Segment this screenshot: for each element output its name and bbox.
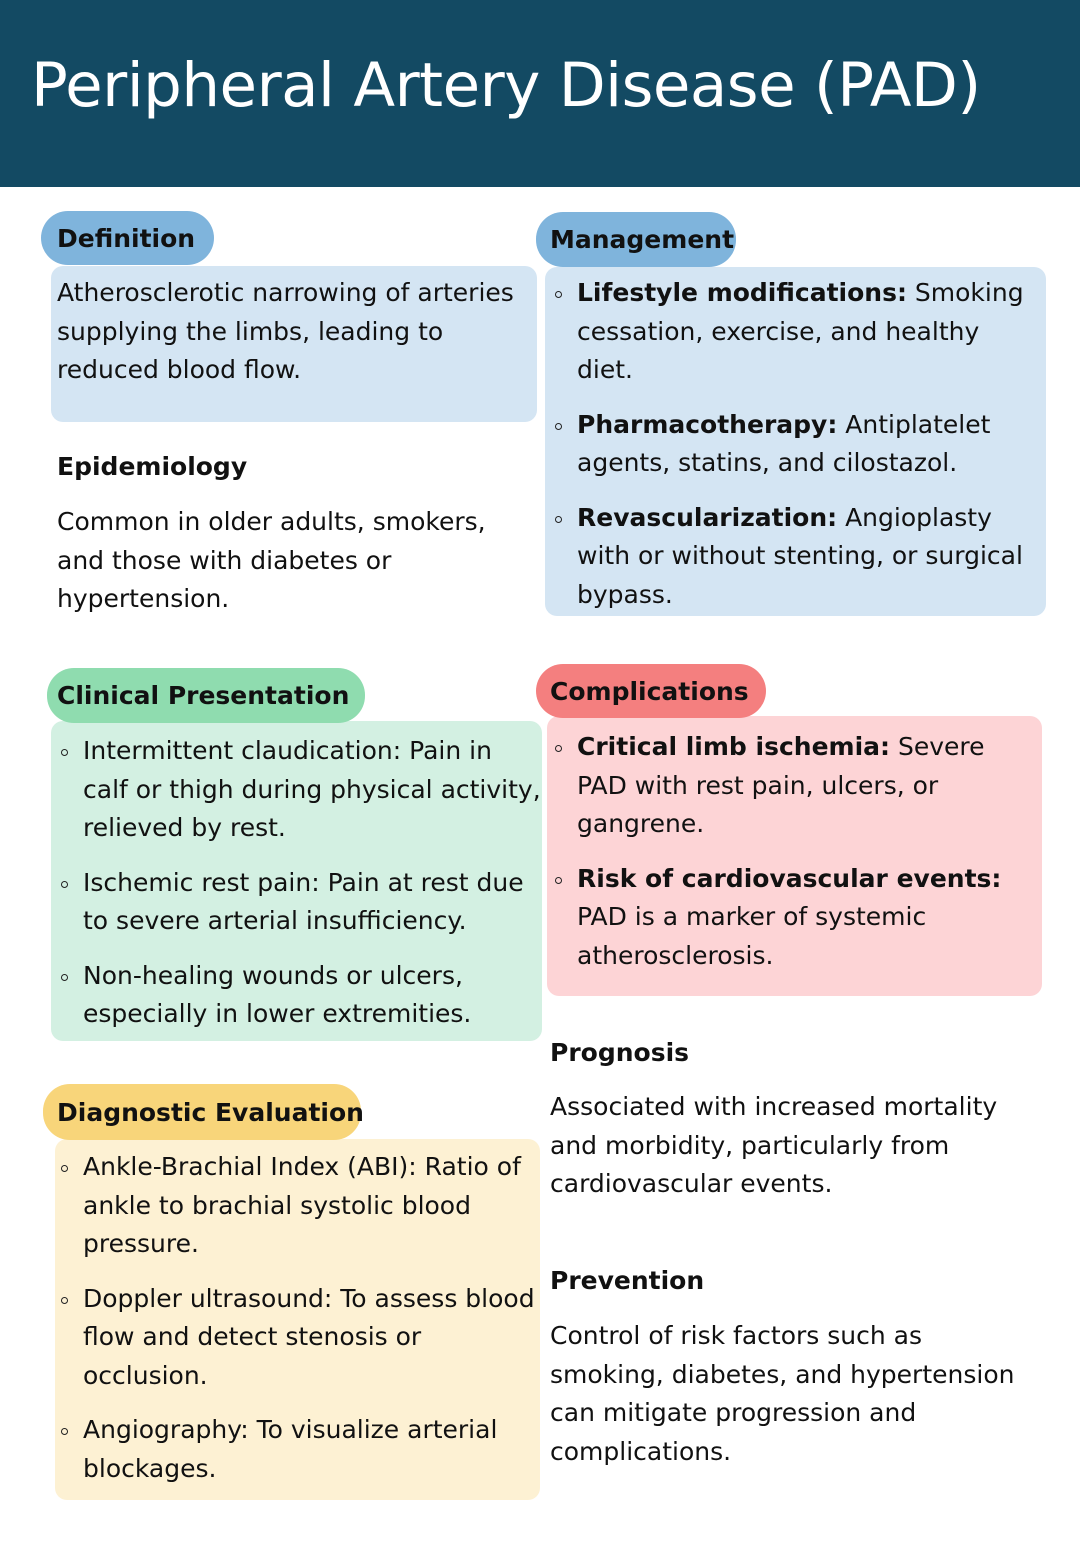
list-item: Angiography: To visualize arterial blockages. xyxy=(57,1411,537,1488)
complications-heading: Complications xyxy=(536,664,766,718)
list-item: Pharmacotherapy: Antiplatelet agents, statins, and cilostazol. xyxy=(551,406,1041,483)
prevention-text: Control of risk factors such as smoking, diabetes, and hypertension can mitigate progression and complications. xyxy=(550,1321,1015,1466)
bullet-icon xyxy=(61,1428,68,1435)
bullet-icon xyxy=(555,745,562,752)
management-heading: Management xyxy=(536,212,736,267)
bullet-icon xyxy=(555,877,562,884)
bullet-icon xyxy=(555,516,562,523)
list-item: Revascularization: Angioplasty with or without stenting, or surgical bypass. xyxy=(551,499,1041,615)
list-item: Doppler ultrasound: To assess blood flow and detect stenosis or occlusion. xyxy=(57,1280,537,1396)
page-header xyxy=(0,0,1080,187)
diagnostic-list xyxy=(57,1148,537,1488)
clinical-list xyxy=(57,732,541,1034)
list-item: Risk of cardiovascular events: PAD is a marker of systemic atherosclerosis. xyxy=(551,860,1037,976)
list-item: Ankle-Brachial Index (ABI): Ratio of ankle to brachial systolic blood pressure. xyxy=(57,1148,537,1264)
definition-text: Atherosclerotic narrowing of arteries supplying the limbs, leading to reduced blood flow. xyxy=(57,278,514,384)
bullet-icon xyxy=(61,749,68,756)
clinical-heading: Clinical Presentation xyxy=(47,668,365,723)
list-item: Non-healing wounds or ulcers, especially in lower extremities. xyxy=(57,957,541,1034)
bullet-icon xyxy=(61,881,68,888)
bullet-icon xyxy=(61,1165,68,1172)
bullet-icon xyxy=(61,1297,68,1304)
list-item: Intermittent claudication: Pain in calf or thigh during physical activity, relieved by rest. xyxy=(57,732,541,848)
page-title: Peripheral Artery Disease (PAD) xyxy=(31,50,981,121)
list-item: Ischemic rest pain: Pain at rest due to severe arterial insufficiency. xyxy=(57,864,541,941)
list-item: Critical limb ischemia: Severe PAD with rest pain, ulcers, or gangrene. xyxy=(551,728,1037,844)
epidemiology-heading: Epidemiology xyxy=(57,452,248,481)
prognosis-text: Associated with increased mortality and morbidity, particularly from cardiovascular events. xyxy=(550,1092,998,1198)
epidemiology-text: Common in older adults, smokers, and those with diabetes or hypertension. xyxy=(57,507,486,613)
management-list xyxy=(551,274,1041,614)
diagnostic-heading: Diagnostic Evaluation xyxy=(43,1084,361,1140)
bullet-icon xyxy=(555,423,562,430)
bullet-icon xyxy=(61,974,68,981)
bullet-icon xyxy=(555,291,562,298)
definition-heading: Definition xyxy=(41,211,214,265)
prevention-heading: Prevention xyxy=(550,1266,705,1295)
complications-list xyxy=(551,728,1037,975)
list-item: Lifestyle modifications: Smoking cessation, exercise, and healthy diet. xyxy=(551,274,1041,390)
prognosis-heading: Prognosis xyxy=(550,1038,690,1067)
